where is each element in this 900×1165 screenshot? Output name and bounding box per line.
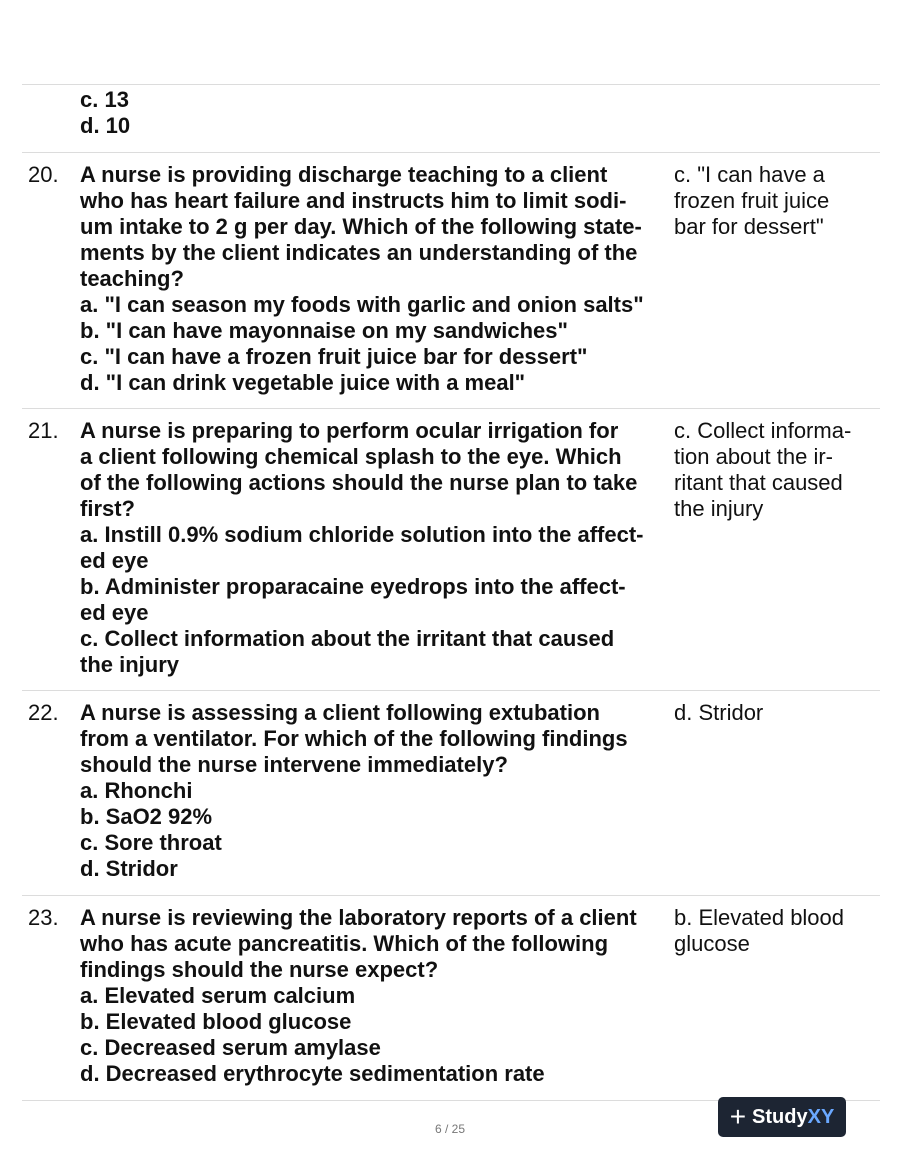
page-indicator: 6 / 25 xyxy=(434,1122,466,1136)
logo-accent: XY xyxy=(807,1105,835,1128)
option-line: the injury xyxy=(80,652,180,677)
question-text xyxy=(80,418,676,678)
question-line: should the nurse intervene immediately? xyxy=(80,752,508,777)
answer-line: c. "I can have a xyxy=(674,162,825,187)
question-text xyxy=(80,700,676,882)
studyxy-logo[interactable] xyxy=(718,1097,846,1137)
logo-main: Study xyxy=(752,1105,808,1128)
plus-icon: + xyxy=(729,1101,747,1132)
divider xyxy=(22,690,880,691)
question-line: A nurse is assessing a client following extubation xyxy=(80,700,600,725)
answer-line: frozen fruit juice xyxy=(674,188,830,213)
answer-text xyxy=(674,162,880,240)
question-line: findings should the nurse expect? xyxy=(80,957,439,982)
question-number: 20. xyxy=(28,162,59,187)
question-number: 23. xyxy=(28,905,59,930)
question-line: of the following actions should the nurse plan to take xyxy=(80,470,638,495)
question-line: from a ventilator. For which of the following findings xyxy=(80,726,628,751)
option-line: c. Collect information about the irritant that caused xyxy=(80,626,615,651)
answer-line: the injury xyxy=(674,496,764,521)
question-line: A nurse is providing discharge teaching to a client xyxy=(80,162,608,187)
answer-line: c. Collect informa- xyxy=(674,418,852,443)
option-line: d. "I can drink vegetable juice with a meal" xyxy=(80,370,526,395)
divider xyxy=(22,408,880,409)
previous-options xyxy=(80,87,676,139)
answer-text xyxy=(674,700,880,726)
question-number: 22. xyxy=(28,700,59,725)
divider xyxy=(22,84,880,85)
answer-text xyxy=(674,418,880,522)
question-line: um intake to 2 g per day. Which of the following state- xyxy=(80,214,642,239)
question-line: first? xyxy=(80,496,135,521)
divider xyxy=(22,152,880,153)
question-text xyxy=(80,162,676,396)
question-line: A nurse is preparing to perform ocular irrigation for xyxy=(80,418,619,443)
option-line: b. Elevated blood glucose xyxy=(80,1009,352,1034)
answer-line: tion about the ir- xyxy=(674,444,833,469)
option-line: d. 10 xyxy=(80,113,131,138)
question-line: who has acute pancreatitis. Which of the following xyxy=(80,931,609,956)
option-line: ed eye xyxy=(80,600,149,625)
option-line: c. 13 xyxy=(80,87,129,112)
option-line: c. "I can have a frozen fruit juice bar for dessert" xyxy=(80,344,588,369)
option-line: c. Sore throat xyxy=(80,830,222,855)
option-line: c. Decreased serum amylase xyxy=(80,1035,381,1060)
question-text xyxy=(80,905,676,1087)
logo-text xyxy=(752,1106,834,1129)
option-line: a. Instill 0.9% sodium chloride solution into the affect- xyxy=(80,522,644,547)
answer-line: glucose xyxy=(674,931,750,956)
question-line: A nurse is reviewing the laboratory reports of a client xyxy=(80,905,637,930)
option-line: d. Stridor xyxy=(80,856,178,881)
divider xyxy=(22,895,880,896)
answer-line: b. Elevated blood xyxy=(674,905,845,930)
option-line: a. "I can season my foods with garlic and onion salts" xyxy=(80,292,644,317)
question-number: 21. xyxy=(28,418,59,443)
answer-line: bar for dessert" xyxy=(674,214,824,239)
question-line: ments by the client indicates an understanding of the xyxy=(80,240,638,265)
question-line: who has heart failure and instructs him to limit sodi- xyxy=(80,188,627,213)
question-line: teaching? xyxy=(80,266,184,291)
option-line: d. Decreased erythrocyte sedimentation rate xyxy=(80,1061,545,1086)
question-line: a client following chemical splash to the eye. Which xyxy=(80,444,622,469)
answer-text xyxy=(674,905,880,957)
option-line: b. "I can have mayonnaise on my sandwiches" xyxy=(80,318,568,343)
option-line: b. SaO2 92% xyxy=(80,804,213,829)
option-line: ed eye xyxy=(80,548,149,573)
option-line: a. Elevated serum calcium xyxy=(80,983,356,1008)
answer-line: d. Stridor xyxy=(674,700,764,725)
answer-line: ritant that caused xyxy=(674,470,843,495)
option-line: b. Administer proparacaine eyedrops into the affect- xyxy=(80,574,626,599)
option-line: a. Rhonchi xyxy=(80,778,193,803)
